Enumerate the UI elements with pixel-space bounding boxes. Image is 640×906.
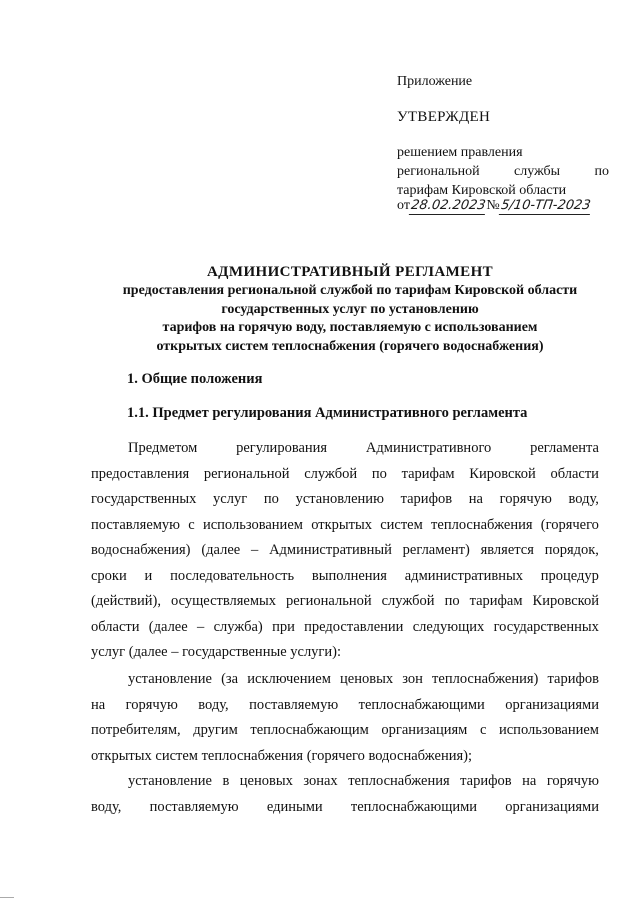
word: систем (380, 516, 423, 533)
decision-line: тарифам Кировской области (397, 183, 567, 198)
word: при (272, 618, 295, 635)
word: службой (304, 465, 358, 482)
word: Предметом (128, 440, 198, 456)
word: в (222, 773, 230, 789)
word: едиными (266, 798, 323, 815)
word: зонах (303, 773, 338, 789)
word: установление (128, 671, 212, 687)
word: процедур (540, 567, 599, 584)
word: (за (221, 671, 239, 687)
title-subline: открытых систем теплоснабжения (горячего водоснабжения) (156, 338, 544, 354)
word: услуг (далее – государственные услуги): (91, 644, 341, 660)
word: тарифов (547, 671, 599, 687)
word: открытых (311, 516, 372, 533)
word: на (522, 773, 537, 789)
text-line (91, 615, 599, 641)
word: тарифов (460, 773, 512, 789)
word: (далее (148, 618, 188, 635)
word: тарифам (401, 465, 455, 482)
word: использованием (498, 722, 599, 738)
word: с (188, 516, 195, 533)
text-line (91, 487, 599, 513)
word: тарифов (400, 491, 453, 507)
word: теплоснабжающим (250, 722, 369, 738)
word: (горячего (540, 516, 599, 533)
word: установление (128, 773, 212, 789)
word: осуществляемых (171, 593, 277, 609)
word: организациями (505, 696, 599, 713)
date-prefix: от (397, 198, 410, 213)
text-line (91, 436, 599, 462)
word: зон (402, 671, 423, 687)
word: (действий), (91, 593, 161, 609)
word: организациями (505, 798, 599, 815)
word: услуг (213, 491, 248, 507)
word: и (144, 567, 153, 584)
text-line (91, 693, 599, 719)
word: региональной (286, 593, 372, 609)
word: регулирования (236, 440, 328, 456)
handwritten-date: 28.02.2023 (410, 198, 487, 213)
word: теплоснабжения (431, 516, 533, 533)
text-line (91, 564, 599, 590)
paragraph-service-2 (91, 769, 599, 820)
word: последовательность (170, 567, 295, 584)
title-subline: предоставления региональной службой по тарифам Кировской области (122, 283, 578, 298)
word: поставляемую (149, 798, 239, 815)
word: области (550, 465, 599, 482)
word: горячую (546, 773, 599, 789)
word: горячую (499, 491, 552, 507)
title-main: АДМИНИСТРАТИВНЫЙ РЕГЛАМЕНТ (206, 264, 494, 280)
number-prefix: № (486, 198, 500, 213)
word: области (91, 618, 140, 635)
word: воду, (568, 491, 599, 507)
word: горячую (125, 696, 178, 713)
handwritten-number: 5/10-ТП-2023 (499, 198, 592, 213)
appendix-label: Приложение (397, 74, 473, 89)
text-line (91, 744, 599, 770)
word: ценовых (239, 773, 293, 789)
document-title (60, 263, 640, 356)
word: – (197, 618, 205, 635)
text-line (91, 589, 599, 615)
word: порядок, (544, 542, 599, 558)
text-line (91, 769, 599, 795)
title-subline: тарифов на горячую воду, поставляемую с использованием (162, 320, 538, 335)
word: воду, (91, 798, 122, 815)
word: регламента (530, 440, 599, 456)
word: воду, (198, 696, 229, 713)
word: Административного (365, 440, 492, 456)
word: поставляемую (249, 696, 339, 713)
word: (далее (201, 542, 241, 558)
word: Административный (269, 542, 392, 558)
word: с (479, 722, 487, 738)
text-line (91, 640, 599, 666)
text-line (91, 462, 599, 488)
section-heading: 1. Общие положения (127, 371, 263, 387)
word: организациям (381, 722, 468, 738)
word: – (251, 542, 259, 558)
word: государственных (493, 618, 599, 635)
text-line (91, 513, 599, 539)
word: другим (193, 722, 238, 738)
text-line (91, 795, 599, 821)
word: государственных (91, 491, 197, 507)
subsection-heading: 1.1. Предмет регулирования Административного регламента (127, 405, 528, 421)
word: сроки (91, 567, 127, 584)
word: потребителям, (91, 722, 181, 738)
text-line (91, 538, 599, 564)
word: открытых систем теплоснабжения (горячего водоснабжения); (91, 747, 472, 764)
word: предоставлении (304, 618, 404, 635)
word: поставляемую (91, 516, 181, 533)
word: по (444, 593, 460, 609)
title-subline: государственных услуг по установлению (221, 301, 479, 317)
paragraph-service-1 (91, 667, 599, 769)
word: исключением (247, 671, 331, 687)
paragraph-subject (91, 436, 599, 666)
word: теплоснабжения) (432, 671, 539, 687)
word: по (263, 491, 279, 507)
word: теплоснабжающими (350, 798, 478, 815)
word: установлению (295, 491, 384, 507)
text-line (91, 718, 599, 744)
word: на (468, 491, 483, 507)
word: службой (381, 593, 435, 609)
approval-date-number (397, 196, 609, 215)
word: региональной (203, 465, 290, 482)
word: водоснабжения) (91, 542, 191, 558)
word: является (480, 542, 534, 558)
decision-line: решением правления (397, 145, 523, 160)
word: административных (404, 567, 523, 584)
decision-line: региональной службы по (397, 164, 609, 179)
word: использованием (202, 516, 303, 533)
word: теплоснабжающими (358, 696, 485, 713)
word: теплоснабжения (348, 773, 450, 789)
word: регламент) (402, 542, 470, 558)
word: выполнения (311, 567, 387, 584)
word: Кировской (532, 593, 599, 609)
word: Кировской (469, 465, 536, 482)
word: служба) (213, 618, 263, 635)
approval-decision (397, 143, 609, 200)
word: по (371, 465, 387, 482)
word: ценовых (340, 671, 394, 687)
text-line (91, 667, 599, 693)
word: на (91, 696, 106, 713)
word: тарифам (469, 593, 523, 609)
word: предоставления (91, 465, 190, 482)
approved-label: УТВЕРЖДЕН (397, 109, 491, 125)
word: следующих (412, 618, 485, 635)
